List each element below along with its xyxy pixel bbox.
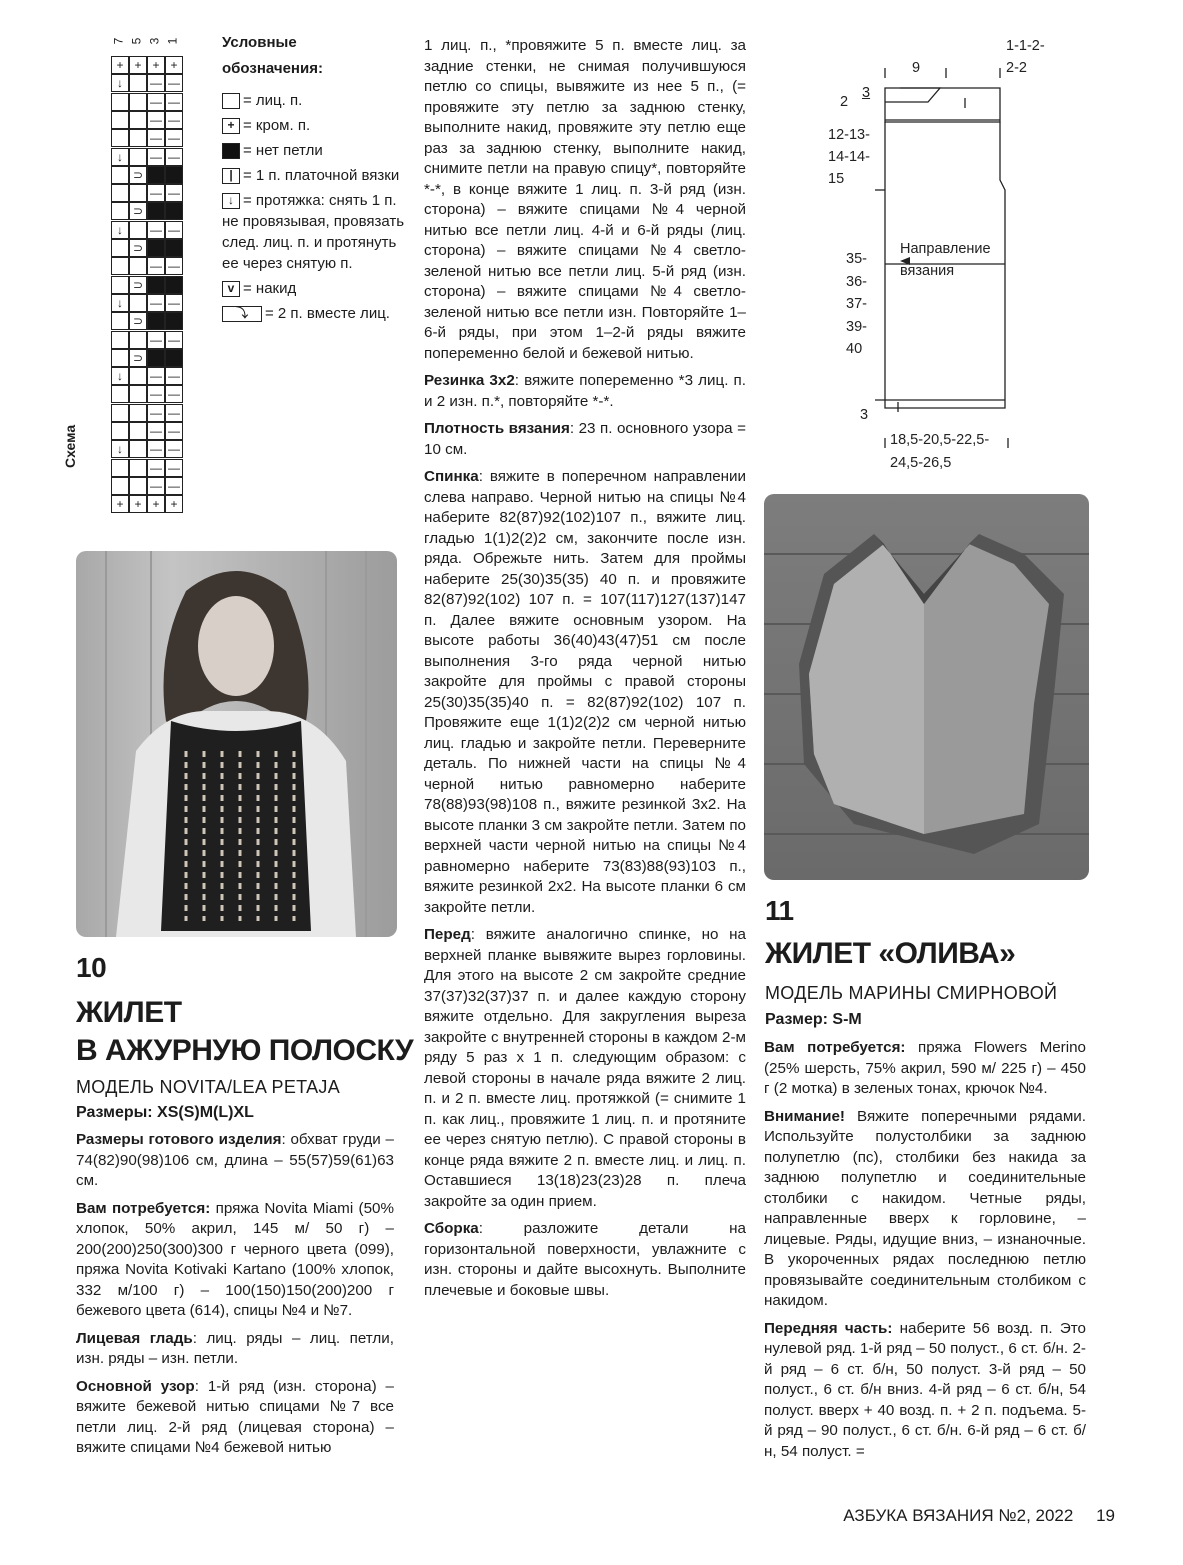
pattern-10-column-2: 1 лиц. п., *провяжите 5 п. вместе лиц. за задние стенки, не снимая получившуюся петлю со спицы, вывяжите из нее 5 п., (= провяжите эту петлю за заднюю стенку, выполните накид, провяжите эту петлю еще раз за заднюю стенку, выполните накид, снимите петли на правую спицу*, повторяйте *-*, в конце вяжите 1 лиц. п. 3-й ряд (изн. сторона) – вяжите спицами №4 черной нитью все петли лиц. 4-й и 6-й ряды (лиц. сторона) – вяжите спицами №4 светло-зеленой нитью все петли лиц. 5-й ряд (изн. сторона) – вяжите спицами №4 светло-зеленой нитью все петли изн. Повторяйте 1–6-й ряды, при этом 1–2-й ряды вяжите попеременно белой и бежевой нитью. Резинка 3х2: вяжите попеременно *3 лиц. п. и 2 изн. п.*, повторяйте *-*. Плотность вязания: 23 п. основного узора = 10 см. Спинка: вяжите в поперечном направлении слева направо. Черной нитью на спицы №4 наберите 82(87)92(102)107 п., вяжите лиц. гладью 1(1)2(2)2 см, закончите после изн. ряда. Обрежьте нить. Затем для проймы наберите 25(30)35(35) 40 п. и провяжите 82(87)92(102) 107 п. = 107(117)127(137)147 п. Далее вяжите основным узором. На высоте работы 36(40)43(47)51 см после выполнения 3-го ряда черной нитью закройте для проймы с правой стороны 25(30)35(35)40 п. = 82(87)92(102) 107 п. Провяжите еще 1(1)2(2)2 см черной нитью лиц. гладью и закройте петли. Переверните деталь. По нижней части на спицы №4 черной нитью равномерно наберите 78(88)93(98)108 п., вяжите резинкой 3х2. На высоте планки 3 см закройте петли. Затем по верхней части черной нитью на спицы №4 равномерно наберите 73(83)88(93)103 п., вяжите резинкой 2х2. На высоте планки 6 см закройте петли. Перед: вяжите аналогично спинке, но на верхней планке вывяжите вырез горловины. Для этого на высоте 2 см закройте средние 37(37)32(37)37 п. и далее каждую сторону вяжите отдельно. Для закругления выреза закройте с внутренней стороны в каждом 2-м ряду 5 раз х 1 п. следующим образом: с левой стороны в начале ряда вяжите 2 лиц. п. и 2 п. вместе лиц. протяжкой (= снимите 1 п. как лиц., провяжите 1 лиц. п. и протяните ее через снятую петлю). С правой стороны в конце ряда вяжите 2 п. вместе лиц. и лиц. п. Оставшиеся 13(18)23(23)28 п. плеча закройте за один прием. Сборка: разложите детали на горизонтальной поверхности, увлажните с изн. стороны и дайте высохнуть. Выполните плечевые и боковые швы. [424, 37, 746, 1299]
diagram-bottom-3: 3 [860, 407, 869, 423]
pattern-11-title: ЖИЛЕТ «ОЛИВА» [765, 937, 1016, 970]
chart-cell [165, 312, 183, 330]
diagram-bottom-dims-2: 24,5-26,5 [890, 455, 952, 471]
diagram-bottom-dims: 18,5-20,5-22,5- [890, 432, 990, 448]
chart-cell: ↓ [111, 367, 129, 385]
chart-cell [111, 276, 129, 294]
chart-cell: — [165, 129, 183, 147]
chart-cell: ⊃ [129, 202, 147, 220]
chart-cell: — [165, 422, 183, 440]
chart-cell [111, 477, 129, 495]
chart-cell: — [147, 257, 165, 275]
chart-cell: + [111, 495, 129, 513]
plus-square-icon: + [222, 118, 240, 134]
chart-cell: — [147, 440, 165, 458]
chart-cell: — [165, 74, 183, 92]
chart-cell: ↓ [111, 221, 129, 239]
row-number: 5 [129, 37, 144, 45]
chart-cell: — [165, 477, 183, 495]
chart-cell: — [165, 111, 183, 129]
pattern-10-title: ЖИЛЕТ В АЖУРНУЮ ПОЛОСКУ [76, 996, 414, 1067]
chart-cell [111, 385, 129, 403]
chart-cell [111, 422, 129, 440]
legend-item: v = накид [222, 278, 407, 299]
chart-cell [111, 257, 129, 275]
row-number: 3 [147, 37, 162, 45]
chart-cell: — [165, 367, 183, 385]
chart-cell [111, 184, 129, 202]
pattern-11-model: МОДЕЛЬ МАРИНЫ СМИРНОВОЙ [765, 983, 1058, 1003]
pattern-11-number: 11 [765, 895, 794, 926]
chart-cell: + [165, 495, 183, 513]
chart-cell [129, 440, 147, 458]
chart-cell [129, 367, 147, 385]
chart-cell: — [147, 221, 165, 239]
chart-cell: + [129, 56, 147, 74]
row-number: 1 [165, 37, 180, 45]
chart-cell [111, 111, 129, 129]
chart-cell [111, 202, 129, 220]
pattern-10-model: МОДЕЛЬ NOVITA/LEA PETAJA [76, 1077, 341, 1097]
chart-cell [111, 349, 129, 367]
photo-woman-vest [76, 551, 397, 937]
chart-cell [165, 349, 183, 367]
chart-cell: + [111, 56, 129, 74]
chart-cell: — [147, 294, 165, 312]
chart-cell [129, 184, 147, 202]
chart-row-numbers [111, 34, 187, 54]
pattern-10-sizes: Размеры: XS(S)M(L)XL [76, 1104, 254, 1121]
chart-cell: + [147, 56, 165, 74]
chart-cell: + [129, 495, 147, 513]
chart-cell [111, 459, 129, 477]
pattern-10-column-1: Размеры готового изделия: обхват груди – 74(82)90(98)106 см, длина – 55(57)59(61)63 см. Вам потребуется: пряжа Novita Miami (50% хлопок, 50% акрил, 145 м/ 50 г) – 200(200)250(300)300 г черного цвета (099), пряжа Novita Kotivaki Kartano (100% хлопок, 332 м/100 г) – 100(150)150(200)200 г бежевого цвета (614), спицы №4 и №7. Лицевая гладь: лиц. ряды – лиц. петли, изн. ряды – изн. петли. Основной узор: 1-й ряд (изн. сторона) – вяжите бежевой нитью спицами №7 все петли лиц. 2-й ряд (лицевая сторона) – вяжите спицами №4 бежевой нитью [76, 1131, 394, 1456]
chart-cell [129, 459, 147, 477]
chart-cell [165, 166, 183, 184]
chart-cell: ↓ [111, 148, 129, 166]
diagram-direction: Направление вязания [900, 241, 991, 279]
diagram-left-dims-2: 35- 36- 37- 39- 40 [846, 251, 867, 357]
woman-illustration [76, 551, 397, 937]
chart-cell [129, 257, 147, 275]
chart-cell: — [147, 477, 165, 495]
legend-item: = лиц. п. [222, 90, 407, 111]
diagram-top-right: 1-1-2- [1006, 38, 1045, 54]
chart-cell: ↓ [111, 294, 129, 312]
chart-cell: + [147, 495, 165, 513]
chart-cell [129, 221, 147, 239]
chart-cell [111, 331, 129, 349]
chart-cell: ⊃ [129, 276, 147, 294]
chart-cell: — [147, 148, 165, 166]
pattern-11-size: Размер: S-M [765, 1011, 862, 1028]
chart-cell [147, 276, 165, 294]
chart-cell [111, 129, 129, 147]
v-square-icon: v [222, 281, 240, 297]
chart-cell [129, 404, 147, 422]
bar-square-icon: | [222, 168, 240, 184]
chart-cell: ⊃ [129, 166, 147, 184]
chart-cell [129, 111, 147, 129]
chart-cell: — [147, 459, 165, 477]
chart-cell: ⊃ [129, 312, 147, 330]
chart-cell [147, 239, 165, 257]
chart-cell [147, 349, 165, 367]
chart-cell [111, 166, 129, 184]
chart-cell [129, 385, 147, 403]
chart-cell: — [147, 422, 165, 440]
chart-cell: — [147, 331, 165, 349]
chart-cell: — [147, 74, 165, 92]
chart-cell: — [147, 93, 165, 111]
chart-cell [165, 202, 183, 220]
chart-cell [111, 404, 129, 422]
diagram-left-dims: 12-13- 14-14- 15 [828, 127, 870, 187]
chart-cell: — [147, 367, 165, 385]
chart-legend [222, 30, 407, 328]
chart-cell [111, 93, 129, 111]
legend-item: ↓ = протяжка: снять 1 п. не провязывая, провязать след. лиц. п. и протянуть ее через снятую п. [222, 192, 405, 272]
chart-cell: — [165, 404, 183, 422]
chart-cell: — [147, 111, 165, 129]
chart-cell: — [147, 385, 165, 403]
chart-cell [165, 276, 183, 294]
chart-cell: ↓ [111, 74, 129, 92]
magazine-name: АЗБУКА ВЯЗАНИЯ №2, 2022 [843, 1506, 1074, 1525]
chart-side-label: Схема [62, 424, 78, 468]
chart-cell [111, 239, 129, 257]
chart-cell [129, 74, 147, 92]
legend-title: Условные обозначения: [222, 34, 323, 77]
chart-cell: ⊃ [129, 349, 147, 367]
chart-cell: — [165, 221, 183, 239]
chart-cell: — [147, 184, 165, 202]
chart-cell: — [165, 93, 183, 111]
knitting-chart [111, 56, 187, 522]
chart-cell [129, 331, 147, 349]
wide-arrow-square-icon: ⤵ [222, 306, 262, 322]
legend-item: + = кром. п. [222, 115, 407, 136]
chart-cell: — [165, 257, 183, 275]
pattern-11-column: Вам потребуется: пряжа Flowers Merino (25% шерсть, 75% акрил, 590 м/ 225 г) – 450 г (2 мотка) в зеленых тонах, крючок №4. Внимание! Вяжите поперечными рядами. Используйте полустолбики за заднюю полупетлю (пс), столбики без накида за заднюю полупетлю и соединительные столбики с накидом. Четные ряды, направленные вверх к горловине, – лицевые. Ряды, идущие вниз, – изнаночные. В укороченных рядах последнюю петлю провязывайте соединительным столбиком с накидом. Передняя часть: наберите 56 возд. п. Это нулевой ряд. 1-й ряд – 50 полуст., 6 ст. б/н. 2-й ряд – 6 ст. б/н, 50 полуст. 3-й ряд – 50 полуст., 6 ст. б/н вниз. 4-й ряд – 6 ст. б/н, 54 полуст. вверх + 40 возд. п. + 2 п. подъема. 5-й ряд – 90 полуст., 6 ст. б/н. 6-й ряд – 6 ст. б/н, 54 полуст. = [764, 1039, 1087, 1460]
chart-cell: — [165, 331, 183, 349]
chart-cell: — [165, 459, 183, 477]
chart-cell: ⊃ [129, 239, 147, 257]
black-square-icon [222, 143, 240, 159]
legend-item: ⤵ = 2 п. вместе лиц. [222, 303, 407, 324]
chart-cell [147, 202, 165, 220]
legend-item: | = 1 п. платочной вязки [222, 165, 407, 186]
chart-cell: — [165, 148, 183, 166]
diagram-top-right-2: 2-2 [1006, 60, 1027, 76]
chart-cell [165, 239, 183, 257]
chart-cell: — [147, 404, 165, 422]
diagram-left-2: 2 [840, 94, 849, 110]
chart-cell: — [165, 294, 183, 312]
page-footer [843, 1506, 1115, 1526]
row-number: 7 [111, 37, 126, 45]
chart-cell: — [165, 385, 183, 403]
vest-illustration [764, 494, 1089, 880]
page-number: 19 [1096, 1506, 1115, 1525]
chart-cell [129, 477, 147, 495]
photo-olive-vest [764, 494, 1089, 880]
chart-cell: ↓ [111, 440, 129, 458]
chart-cell: — [147, 129, 165, 147]
diagram-top-9: 9 [912, 60, 921, 76]
chart-cell [147, 312, 165, 330]
chart-cell [147, 166, 165, 184]
chart-cell [129, 148, 147, 166]
chart-cell: — [165, 440, 183, 458]
empty-square-icon [222, 93, 240, 109]
chart-cell [111, 312, 129, 330]
chart-cell [129, 294, 147, 312]
chart-cell: + [165, 56, 183, 74]
chart-cell: — [165, 184, 183, 202]
diagram-left-3: 3 [862, 85, 871, 101]
chart-cell [129, 129, 147, 147]
chart-cell [129, 422, 147, 440]
chart-cell [129, 93, 147, 111]
legend-item: = нет петли [222, 140, 407, 161]
down-arrow-square-icon: ↓ [222, 193, 240, 209]
pattern-10-number: 10 [76, 952, 107, 983]
